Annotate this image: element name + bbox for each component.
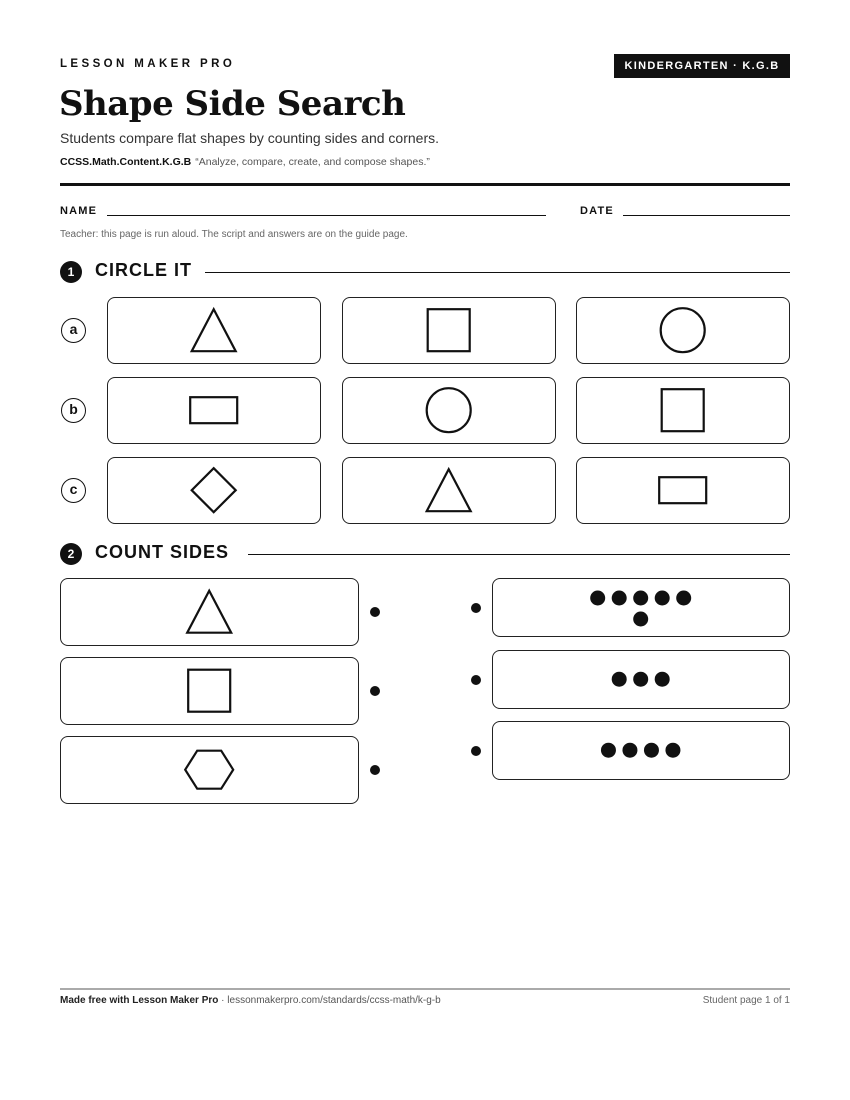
choice-card-c-1[interactable] xyxy=(107,457,321,524)
count-dot xyxy=(655,591,670,606)
footer-separator: · xyxy=(218,995,228,1006)
match-point-left-2[interactable] xyxy=(370,686,380,696)
choice-card-b-3[interactable] xyxy=(576,377,790,444)
count-dot xyxy=(633,612,648,627)
choice-card-b-2[interactable] xyxy=(342,377,556,444)
choice-card-a-3[interactable] xyxy=(576,297,790,364)
rectangle-icon xyxy=(108,378,319,442)
page-title: Shape Side Search xyxy=(59,84,406,124)
footer-divider xyxy=(60,988,790,990)
choice-card-a-1[interactable] xyxy=(107,297,321,364)
row-letter-b: b xyxy=(61,398,86,423)
section-1-title: CIRCLE IT xyxy=(95,260,192,280)
count-dot xyxy=(633,672,648,687)
circle-icon xyxy=(343,378,554,442)
section-2-title: COUNT SIDES xyxy=(95,542,230,562)
count-dot xyxy=(601,743,616,758)
dot-count-card-1[interactable] xyxy=(492,578,790,637)
count-dot xyxy=(665,743,680,758)
name-label: NAME xyxy=(60,205,98,217)
choice-card-c-3[interactable] xyxy=(576,457,790,524)
dot-count-card-3[interactable] xyxy=(492,721,790,780)
date-field[interactable] xyxy=(623,215,790,216)
match-point-left-3[interactable] xyxy=(370,765,380,775)
count-dot xyxy=(655,672,670,687)
count-dot xyxy=(644,743,659,758)
date-label: DATE xyxy=(580,205,614,217)
count-dot xyxy=(612,672,627,687)
page-subtitle: Students compare flat shapes by counting sides and corners. xyxy=(60,130,439,146)
section-1-divider xyxy=(205,272,790,273)
circle-icon xyxy=(577,298,788,362)
section-1-number: 1 xyxy=(60,261,82,283)
rectangle-icon xyxy=(577,458,788,522)
match-point-left-1[interactable] xyxy=(370,607,380,617)
hexagon-icon xyxy=(61,737,357,802)
shape-card-3[interactable] xyxy=(60,736,359,804)
triangle-icon xyxy=(61,579,357,644)
triangle-icon xyxy=(343,458,554,522)
footer-credit xyxy=(60,995,441,1006)
count-dot xyxy=(590,591,605,606)
footer-page-number: Student page 1 of 1 xyxy=(702,995,790,1006)
match-point-right-1[interactable] xyxy=(471,603,481,613)
name-field[interactable] xyxy=(107,215,546,216)
square-icon xyxy=(343,298,554,362)
shape-card-1[interactable] xyxy=(60,578,359,646)
standard-line xyxy=(60,156,430,168)
header-divider xyxy=(60,183,790,186)
choice-card-b-1[interactable] xyxy=(107,377,321,444)
diamond-icon xyxy=(108,458,319,522)
row-letter-a: a xyxy=(61,318,86,343)
footer-url[interactable]: lessonmakerpro.com/standards/ccss-math/k-g-b xyxy=(227,995,441,1006)
count-dot xyxy=(633,591,648,606)
triangle-icon xyxy=(108,298,319,362)
match-point-right-2[interactable] xyxy=(471,675,481,685)
square-icon xyxy=(577,378,788,442)
shape-card-2[interactable] xyxy=(60,657,359,725)
choice-card-c-2[interactable] xyxy=(342,457,556,524)
dot-group-icon xyxy=(493,651,788,707)
dot-group-icon xyxy=(493,722,788,778)
count-dot xyxy=(676,591,691,606)
choice-card-a-2[interactable] xyxy=(342,297,556,364)
teacher-note: Teacher: this page is run aloud. The script and answers are on the guide page. xyxy=(60,229,408,240)
standard-text: “Analyze, compare, create, and compose shapes.” xyxy=(195,156,430,168)
row-letter-c: c xyxy=(61,478,86,503)
dot-count-card-2[interactable] xyxy=(492,650,790,709)
count-dot xyxy=(622,743,637,758)
section-2-divider xyxy=(248,554,790,555)
count-dot xyxy=(612,591,627,606)
square-icon xyxy=(61,658,357,723)
dot-group-icon xyxy=(493,579,788,635)
grade-badge: KINDERGARTEN · K.G.B xyxy=(614,54,790,78)
match-point-right-3[interactable] xyxy=(471,746,481,756)
section-2-number: 2 xyxy=(60,543,82,565)
brand-name: LESSON MAKER PRO xyxy=(60,58,236,70)
footer-made-with: Made free with Lesson Maker Pro xyxy=(60,995,219,1006)
standard-code: CCSS.Math.Content.K.G.B xyxy=(60,156,192,168)
